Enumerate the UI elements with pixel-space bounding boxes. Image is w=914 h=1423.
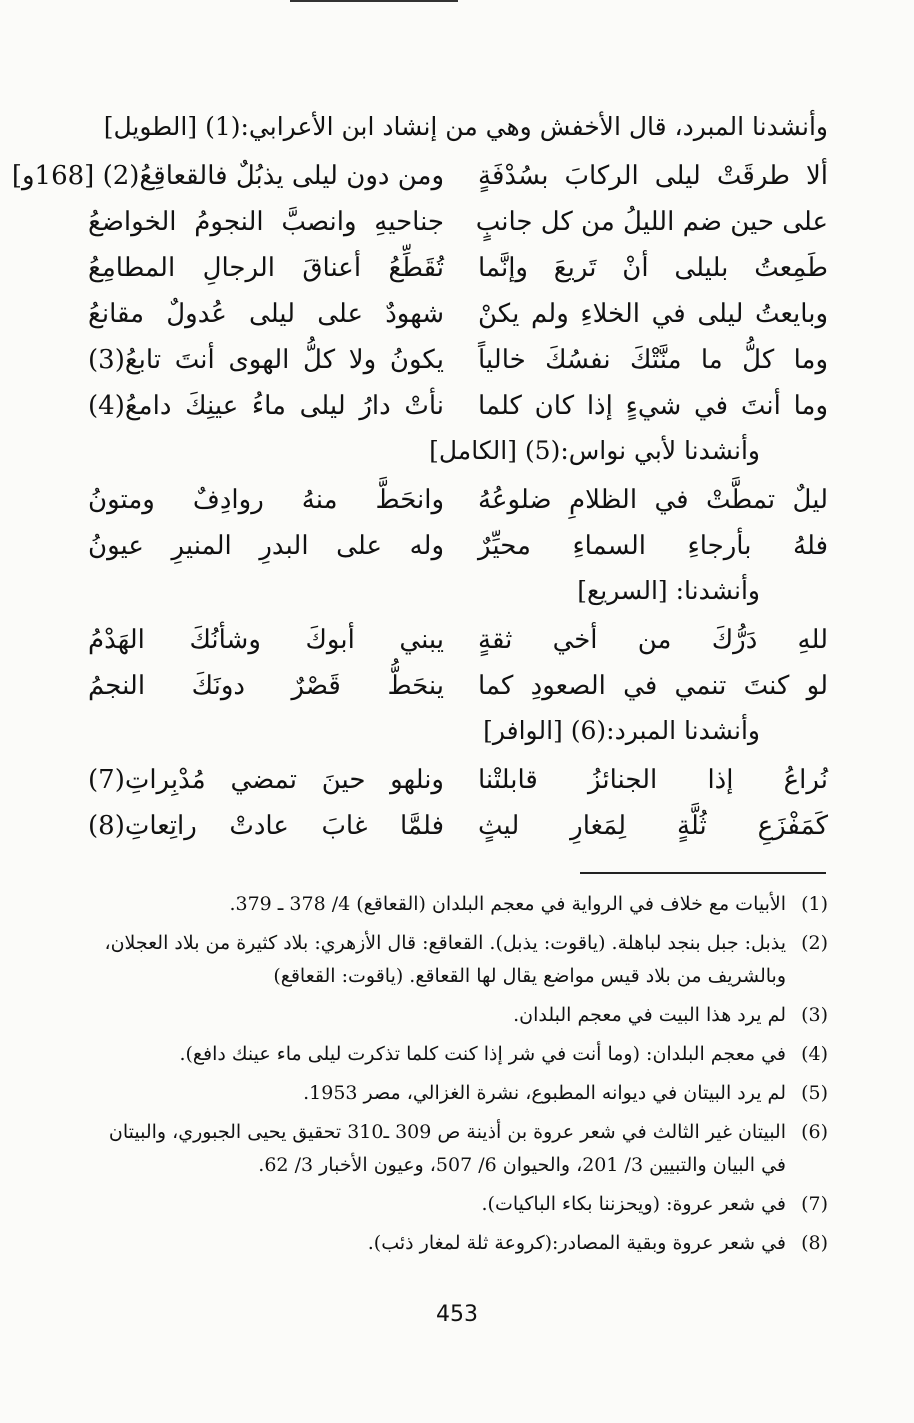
hemistich-left: ونلهو حينَ تمضي مُدْبِراتِ(7) — [88, 765, 444, 795]
footnote-number: (3) — [801, 1004, 828, 1026]
hemistich-right: ليلٌ تمطَّتْ في الظلامِ ضلوعُهُ — [478, 485, 828, 515]
intro-line-1: وأنشدنا المبرد، قال الأخفش وهي من إنشاد ابن الأعرابي:(1) [الطويل] — [103, 112, 828, 141]
hemistich-right: طَمِعتُ بليلى أنْ تَريعَ وإنَّما — [478, 253, 828, 283]
footnote-number: (1) — [801, 893, 828, 915]
footnote — [88, 1188, 828, 1221]
hemistich-right: وما أنتَ في شيءٍ إذا كان كلما — [478, 391, 828, 421]
verse — [88, 291, 828, 337]
footnote-number: (7) — [801, 1193, 828, 1215]
footnote-number: (5) — [801, 1082, 828, 1104]
poem-2 — [88, 477, 828, 569]
hemistich-left: ومن دون ليلى يذبُلٌ فالقعاقِعُ(2) [168و] — [11, 161, 444, 191]
hemistich-right: نُراعُ إذا الجنائزُ قابلتْنا — [478, 765, 828, 795]
hemistich-left: فلمَّا غابَ عادتْ راتِعاتِ(8) — [88, 811, 444, 841]
hemistich-right: للهِ دَرُّكَ من أخي ثقةٍ — [478, 625, 828, 655]
verse — [88, 245, 828, 291]
hemistich-right: وما كلُّ ما منَّتْكَ نفسُكَ خالياً — [478, 345, 828, 375]
footnote — [88, 1077, 828, 1110]
hemistich-right: لو كنتَ تنمي في الصعودِ كما — [478, 671, 828, 701]
footnote-text: الأبيات مع خلاف في الرواية في معجم البلدان (القعاقع) 4/ 378 ـ 379. — [229, 893, 786, 915]
hemistich-left: وانحَطَّ منهُ روادِفٌ ومتونُ — [88, 485, 444, 515]
hemistich-left: ينحَطُّ قَصْرٌ دونَكَ النجمُ — [88, 671, 444, 701]
verse — [88, 337, 828, 383]
footnote — [88, 927, 828, 993]
footnote-text: في شعر عروة: (ويحزننا بكاء الباكيات). — [481, 1193, 786, 1215]
hemistich-left: وله على البدرِ المنيرِ عيونُ — [88, 531, 444, 561]
verse — [88, 383, 828, 429]
intro-line-3: وأنشدنا: [السريع] — [577, 576, 760, 605]
footnote-number: (8) — [801, 1232, 828, 1254]
footnote-text: لم يرد البيتان في ديوانه المطبوع، نشرة الغزالي، مصر 1953. — [303, 1082, 786, 1104]
hemistich-right: فلهُ بأرجاءِ السماءِ محيِّرٌ — [478, 531, 828, 561]
footnote-text: البيتان غير الثالث في شعر عروة بن أذينة ص 309 ـ310 تحقيق يحيى الجبوري، والبيتان في البيان والتبيين 3/ 201، والحيوان 6/ 507، وعيون الأخبار 3/ 62. — [108, 1121, 786, 1176]
hemistich-left: جناحيهِ وانصبَّ النجومُ الخواضعُ — [88, 207, 444, 237]
hemistich-right: كَمَفْزَعِ ثُلَّةٍ لِمَغارِ ليثٍ — [478, 811, 828, 841]
footnote-text: يذبل: جبل بنجد لباهلة. (ياقوت: يذبل). القعاقع: قال الأزهري: بلاد كثيرة من بلاد العجلان، وبالشريف من بلاد قيس مواضع يقال لها القعاقع. (ياقوت: القعاقع) — [104, 932, 786, 987]
poem-3 — [88, 617, 828, 709]
verse — [88, 617, 828, 663]
poem-1 — [11, 153, 828, 429]
verse — [88, 757, 828, 803]
footnote — [88, 1038, 828, 1071]
footnote — [88, 999, 828, 1032]
verse — [88, 663, 828, 709]
hemistich-right: ألا طرقَتْ ليلى الركابَ بسُدْفَةٍ — [478, 161, 828, 191]
footnote-text: في معجم البلدان: (وما أنت في شر إذا كنت كلما تذكرت ليلى ماء عينك دافع). — [179, 1043, 786, 1065]
verse — [88, 199, 828, 245]
hemistich-left: تُقَطِّعُ أعناقَ الرجالِ المطامِعُ — [88, 253, 444, 283]
verse — [88, 477, 828, 523]
hemistich-left: يبني أبوكَ وشأنُكَ الهَدْمُ — [88, 625, 444, 655]
footnote-rule — [580, 872, 826, 874]
poem-4 — [88, 757, 828, 849]
hemistich-left: شهودٌ على ليلى عُدولٌ مقانعُ — [88, 299, 444, 329]
footnote-text: في شعر عروة وبقية المصادر:(كروعة ثلة لمغار ذئب). — [367, 1232, 786, 1254]
hemistich-right: وبايعتُ ليلى في الخلاءِ ولم يكنْ — [478, 299, 828, 329]
verse — [88, 803, 828, 849]
top-rule — [290, 0, 458, 2]
page-number: 453 — [436, 1302, 478, 1327]
intro-line-4: وأنشدنا المبرد:(6) [الوافر] — [483, 716, 760, 745]
footnote-number: (2) — [801, 932, 828, 954]
footnote-text: لم يرد هذا البيت في معجم البلدان. — [513, 1004, 786, 1026]
verse — [88, 523, 828, 569]
footnote-number: (4) — [801, 1043, 828, 1065]
hemistich-left: نأتْ دارُ ليلى ماءُ عينِكَ دامعُ(4) — [88, 391, 444, 421]
hemistich-left: يكونُ ولا كلُّ الهوى أنتَ تابعُ(3) — [88, 345, 444, 375]
verse — [11, 153, 828, 199]
page-body — [11, 105, 828, 849]
footnote — [88, 1116, 828, 1182]
intro-line-2: وأنشدنا لأبي نواس:(5) [الكامل] — [429, 436, 760, 465]
hemistich-right: على حين ضم الليلُ من كل جانبٍ — [475, 207, 828, 237]
footnotes — [88, 888, 828, 1266]
footnote — [88, 1227, 828, 1260]
footnote — [88, 888, 828, 921]
footnote-number: (6) — [801, 1121, 828, 1143]
